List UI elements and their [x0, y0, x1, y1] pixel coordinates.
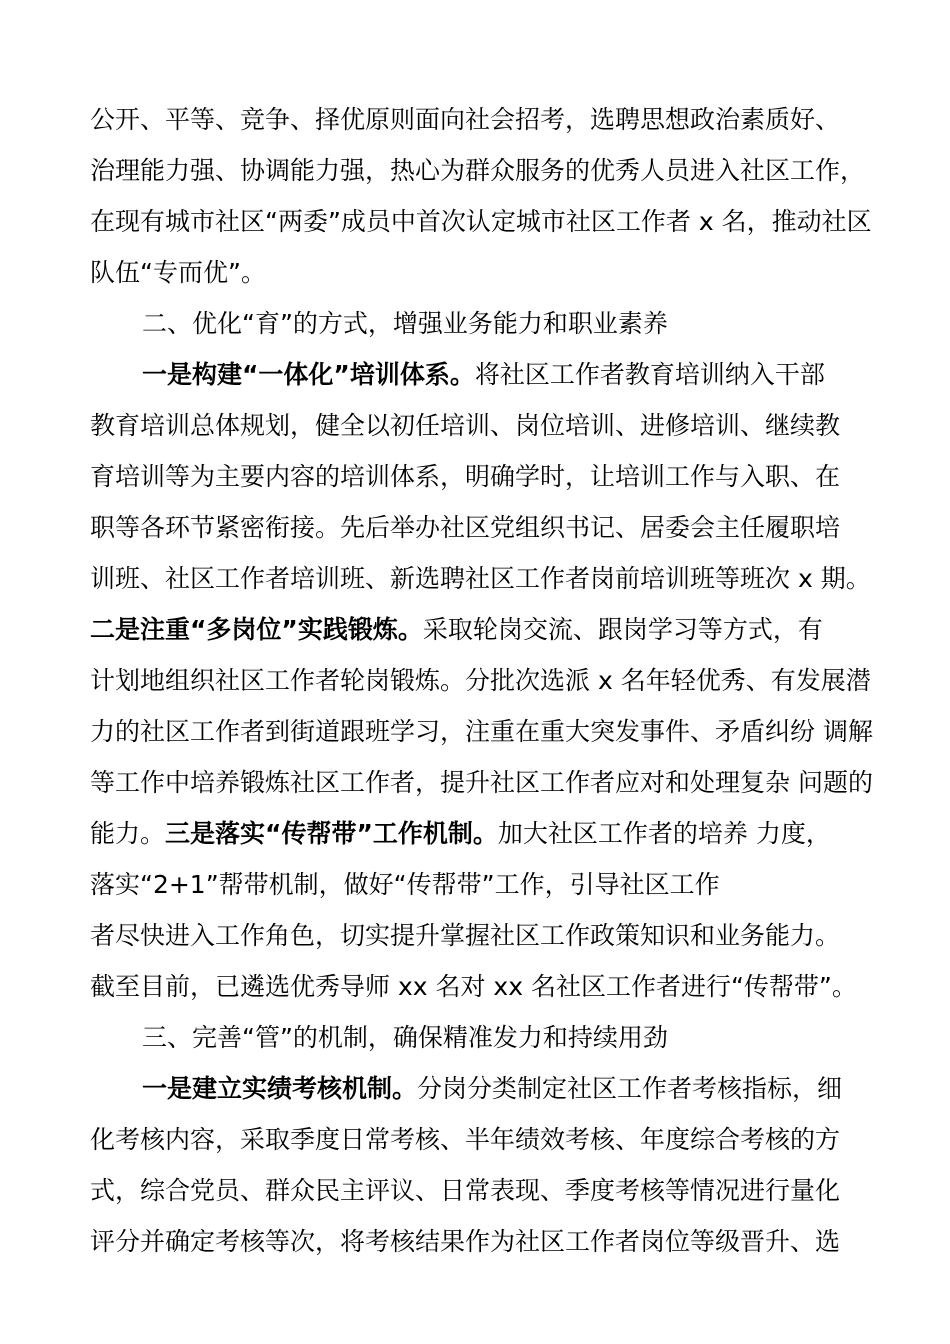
bold-heading-text: 二是注重“多岗位”实践锻炼。	[90, 615, 423, 644]
body-text: 二、优化“育”的方式，增强业务能力和职业素养	[142, 309, 668, 338]
body-text: 落实“2+1”帮带机制，做好“传帮带”工作，引导社区工作	[90, 870, 720, 899]
text-line	[90, 145, 880, 196]
body-text: 队伍“专而优”。	[90, 258, 266, 287]
body-text: 加大社区工作者的培养 力度，	[497, 819, 831, 848]
body-text: 三、完善“管”的机制，确保精准发力和持续用劲	[142, 1023, 668, 1052]
text-line	[90, 298, 880, 349]
text-line	[90, 1114, 880, 1165]
text-line	[90, 502, 880, 553]
body-text: 者尽快进入工作角色，切实提升掌握社区工作政策知识和业务能力。	[90, 921, 841, 950]
bold-heading-text: 一是构建“一体化”培训体系。	[142, 360, 475, 389]
body-text: 采取轮岗交流、跟岗学习等方式，有	[422, 615, 823, 644]
text-line	[90, 859, 880, 910]
body-text: 育培训等为主要内容的培训体系，明确学时，让培训工作与入职、在	[90, 462, 841, 491]
text-line	[90, 553, 880, 604]
text-line	[90, 655, 880, 706]
text-line	[90, 247, 880, 298]
text-line	[90, 1012, 880, 1063]
text-line	[90, 349, 880, 400]
text-line	[90, 757, 880, 808]
body-text: 在现有城市社区“两委”成员中首次认定城市社区工作者 x 名，推动社区	[90, 207, 872, 236]
document-page	[90, 94, 880, 1267]
body-text: 截至目前，已遴选优秀导师 xx 名对 xx 名社区工作者进行“传帮带”。	[90, 972, 857, 1001]
body-text: 治理能力强、协调能力强，热心为群众服务的优秀人员进入社区工作，	[90, 156, 866, 185]
body-text: 职等各环节紧密衔接。先后举办社区党组织书记、居委会主任履职培	[90, 513, 841, 542]
body-text: 将社区工作者教育培训纳入干部	[474, 360, 825, 389]
text-line	[90, 961, 880, 1012]
body-text: 公开、平等、竞争、择优原则面向社会招考，选聘思想政治素质好、	[90, 105, 841, 134]
text-line	[90, 196, 880, 247]
text-line	[90, 604, 880, 655]
body-text: 训班、社区工作者培训班、新选聘社区工作者岗前培训班等班次 x 期。	[90, 564, 871, 593]
body-text: 评分并确定考核等次，将考核结果作为社区工作者岗位等级晋升、选	[90, 1227, 841, 1256]
text-line	[90, 94, 880, 145]
text-line	[90, 400, 880, 451]
body-text: 分岗分类制定社区工作者考核指标，细	[417, 1074, 843, 1103]
text-line	[90, 706, 880, 757]
text-line	[90, 1216, 880, 1267]
text-line	[90, 910, 880, 961]
bold-heading-text: 一是建立实绩考核机制。	[142, 1074, 418, 1103]
body-text: 教育培训总体规划，健全以初任培训、岗位培训、进修培训、继续教	[90, 411, 841, 440]
bold-heading-text: 三是落实“传帮带”工作机制。	[165, 819, 498, 848]
text-line	[90, 1063, 880, 1114]
text-line	[90, 1165, 880, 1216]
body-text: 力的社区工作者到街道跟班学习，注重在重大突发事件、矛盾纠纷 调解	[90, 717, 873, 746]
body-text: 能力。	[90, 819, 166, 848]
body-text: 计划地组织社区工作者轮岗锻炼。分批次选派 x 名年轻优秀、有发展潜	[90, 666, 871, 695]
body-text: 化考核内容，采取季度日常考核、半年绩效考核、年度综合考核的方	[90, 1125, 841, 1154]
text-line	[90, 808, 880, 859]
body-text: 等工作中培养锻炼社区工作者，提升社区工作者应对和处理复杂 问题的	[90, 768, 873, 797]
text-line	[90, 451, 880, 502]
body-text: 式，综合党员、群众民主评议、日常表现、季度考核等情况进行量化	[90, 1176, 841, 1205]
